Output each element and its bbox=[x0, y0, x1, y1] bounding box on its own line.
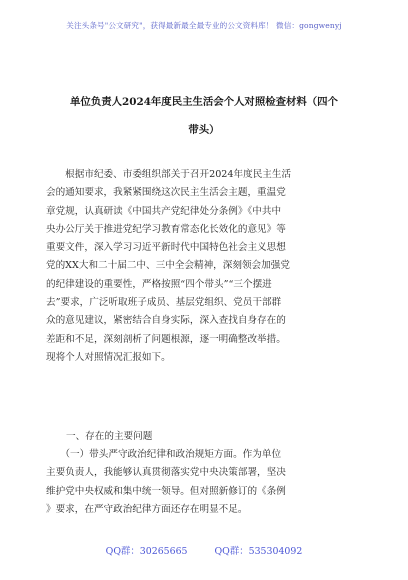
paragraph-line: 党的XX大和二十届二中、三中全会精神，深刻领会加强党 bbox=[46, 260, 290, 272]
paragraph-line: 央办公厅关于推进党纪学习教育常态化长效化的意见》等 bbox=[46, 223, 286, 235]
paragraph-line: 会的通知要求，我紧紧围绕这次民主生活会主题，重温党 bbox=[46, 187, 286, 199]
paragraph-line: 》要求，在严守政治纪律方面还存在明显不足。 bbox=[46, 503, 248, 515]
document-title-line-2: 带头） bbox=[188, 124, 220, 136]
intro-paragraph bbox=[46, 166, 356, 367]
document-title-line-1: 单位负责人2024年度民主生活会个人对照检查材料（四个 bbox=[70, 96, 338, 108]
footer-qq-group-2: QQ群：535304092 bbox=[214, 546, 303, 557]
paragraph-line: （一）带头严守政治纪律和政治规矩方面。作为单位 bbox=[46, 449, 282, 460]
paragraph-line: 维护党中央权威和集中统一领导。但对照新修订的《条例 bbox=[46, 485, 286, 497]
section-heading: 一、存在的主要问题 bbox=[66, 431, 153, 442]
paragraph-line: 重要文件，深入学习习近平新时代中国特色社会主义思想 bbox=[46, 242, 286, 254]
paragraph-line: 众的意见建议，紧密结合自身实际，深入查找自身存在的 bbox=[46, 315, 286, 327]
paragraph-line: 章党规，认真研读《中国共产党纪律处分条例》《中共中 bbox=[46, 205, 282, 217]
paragraph-line: 根据市纪委、市委组织部关于召开2024年度民主生活 bbox=[46, 169, 292, 180]
footer-qq-group-1: QQ群：30265665 bbox=[105, 546, 188, 557]
paragraph-line: 主要负责人，我能够认真贯彻落实党中央决策部署，坚决 bbox=[46, 467, 286, 479]
footer bbox=[0, 543, 408, 557]
paragraph-line: 差距和不足，深刻剖析了问题根源，逐一明确整改举措。 bbox=[46, 333, 286, 345]
paragraph-line: 的纪律建设的重要性，严格按照“四个带头”“三个摆进 bbox=[46, 278, 272, 290]
issues-paragraph bbox=[46, 446, 356, 519]
paragraph-line: 现将个人对照情况汇报如下。 bbox=[46, 351, 171, 363]
paragraph-line: 去”要求，广泛听取班子成员、基层党组织、党员干部群 bbox=[46, 297, 282, 309]
header-banner: 关注头条号"公文研究"，获得最新最全最专业的公文资料库！ 微信：gongwenyj bbox=[66, 21, 342, 30]
